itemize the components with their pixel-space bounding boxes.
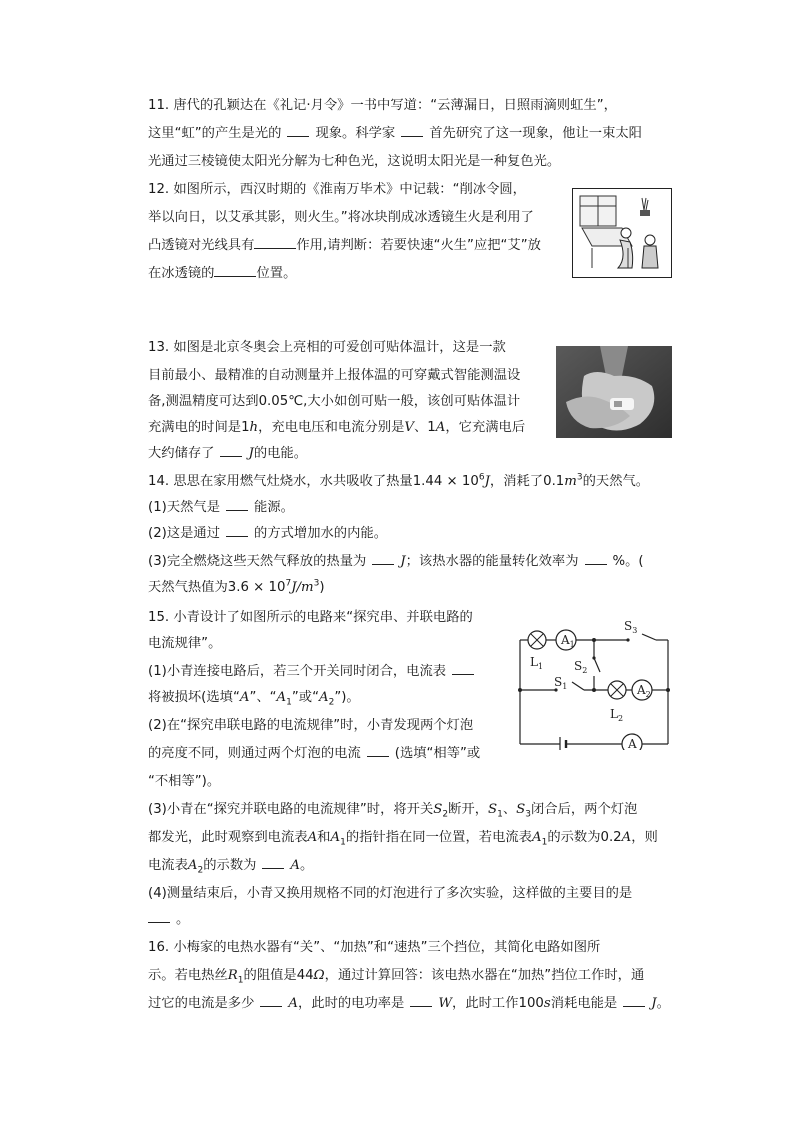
q14-part3: (3)完全燃烧这些天然气释放的热量为 J；该热水器的能量转化效率为 %。( [148, 554, 644, 569]
answer-blank[interactable] [214, 264, 256, 277]
l1-label: $L_1$ [530, 655, 544, 671]
l2-label: $L_2$ [610, 707, 624, 723]
q15-part1: (1)小青连接电路后，若三个开关同时闭合，电流表 [148, 662, 480, 682]
answer-blank[interactable] [262, 856, 284, 869]
a1-label: $A_1$ [561, 633, 575, 649]
answer-blank[interactable] [260, 994, 282, 1007]
q13-line3: 备,测温精度可达到0.05℃,大小如创可贴一般，该创可贴体温计 [148, 394, 521, 409]
q15-line1: 15. 小青设计了如图所示的电路来“探究串、并联电路的 [148, 610, 473, 625]
q15-line2: 电流规律”。 [148, 636, 222, 651]
q15-part1-cont: 将被损坏(选填“A”、“$A_1$”或“$A_2$”)。 [148, 690, 360, 708]
q14-part3-cont: 天然气热值为$3.6 \times 10^7J/m^3$) [148, 578, 325, 595]
q11-line2: 这里“虹”的产生是光的 现象。科学家 首先研究了这一现象，他让一束太阳 [148, 126, 642, 141]
thermometer-patch-photo [556, 346, 672, 438]
a-label: A [628, 737, 637, 750]
s1-label: $S_1$ [554, 675, 568, 691]
s3-label: $S_3$ [624, 619, 638, 635]
q13-line1: 13. 如图是北京冬奥会上亮相的可爱创可贴体温计，这是一款 [148, 340, 506, 355]
q13-line2: 目前最小、最精准的自动测量并上报体温的可穿戴式智能测温设 [148, 368, 521, 383]
q13-line4: 充满电的时间是1h，充电电压和电流分别是V、1A，它充满电后 [148, 420, 526, 435]
q16-line2: 示。若电热丝$R_1$的阻值是44Ω，通过计算回答：该电热水器在“加热”挡位工作时，通 [148, 968, 645, 986]
q15-part3-cont: 都发光，此时观察到电流表A和$A_1$的指针指在同一位置，若电流表$A_1$的示数为0.2A，则 [148, 830, 658, 848]
q14-part1: (1)天然气是 能源。 [148, 500, 294, 515]
answer-blank[interactable] [372, 552, 394, 565]
q16-line3: 过它的电流是多少 A，此时的电功率是 W，此时工作100s消耗电能是 J。 [148, 996, 670, 1011]
q11-line1: 11. 唐代的孔颖达在《礼记·月令》一书中写道：“云薄漏日，日照雨滴则虹生”， [148, 98, 617, 113]
q15-part4: (4)测量结束后，小青又换用规格不同的灯泡进行了多次实验，这样做的主要目的是 [148, 886, 633, 901]
q12-line2: 举以向日，以艾承其影，则火生。”将冰块削成冰透镜生火是利用了 [148, 210, 534, 225]
answer-blank[interactable] [220, 444, 242, 457]
q16-line1: 16. 小梅家的电热水器有“关”、“加热”和“速热”三个挡位，其简化电路如图所 [148, 940, 601, 955]
answer-blank[interactable] [367, 744, 389, 757]
answer-blank[interactable] [148, 910, 170, 923]
q12-line3: 凸透镜对光线具有 作用,请判断：若要快速“火生”应把“艾”放 [148, 238, 541, 253]
q14-part2: (2)这是通过 的方式增加水的内能。 [148, 526, 387, 541]
q12-line1: 12. 如图所示，西汉时期的《淮南万毕术》中记载：“削冰令圆， [148, 182, 526, 197]
a2-label: $A_2$ [637, 683, 651, 699]
q15-part3-cont2: 电流表$A_2$的示数为 A。 [148, 858, 314, 876]
answer-blank[interactable] [226, 498, 248, 511]
answer-blank[interactable] [585, 552, 607, 565]
q13-line5: 大约储存了 J的电能。 [148, 446, 308, 461]
q15-part4-cont: 。 [148, 910, 189, 930]
q15-part2-cont: 的亮度不同，则通过两个灯泡的电流 (选填“相等”或 [148, 746, 481, 761]
answer-blank[interactable] [401, 124, 423, 137]
q14-line1: 14. 思思在家用燃气灶烧水，水共吸收了热量$1.44 \times 10^6J$，消耗了$0.1m^3$的天然气。 [148, 472, 650, 489]
answer-blank[interactable] [254, 236, 296, 249]
circuit-diagram [516, 616, 672, 750]
answer-blank[interactable] [452, 662, 474, 675]
q11-line3: 光通过三棱镜使太阳光分解为七种色光，这说明太阳光是一种复色光。 [148, 154, 561, 169]
q15-part2: (2)在“探究串联电路的电流规律”时，小青发现两个灯泡 [148, 718, 474, 733]
q15-part3: (3)小青在“探究并联电路的电流规律”时，将开关$S_2$断开，$S_1$、$S_3$闭合后，两个灯泡 [148, 802, 638, 820]
answer-blank[interactable] [226, 524, 248, 537]
q12-line4: 在冰透镜的 位置。 [148, 266, 297, 281]
answer-blank[interactable] [410, 994, 432, 1007]
q15-part2-cont2: “不相等”)。 [148, 774, 221, 789]
fire-making-illustration [572, 188, 672, 278]
answer-blank[interactable] [623, 994, 645, 1007]
s2-label: $S_2$ [574, 659, 588, 675]
answer-blank[interactable] [287, 124, 309, 137]
